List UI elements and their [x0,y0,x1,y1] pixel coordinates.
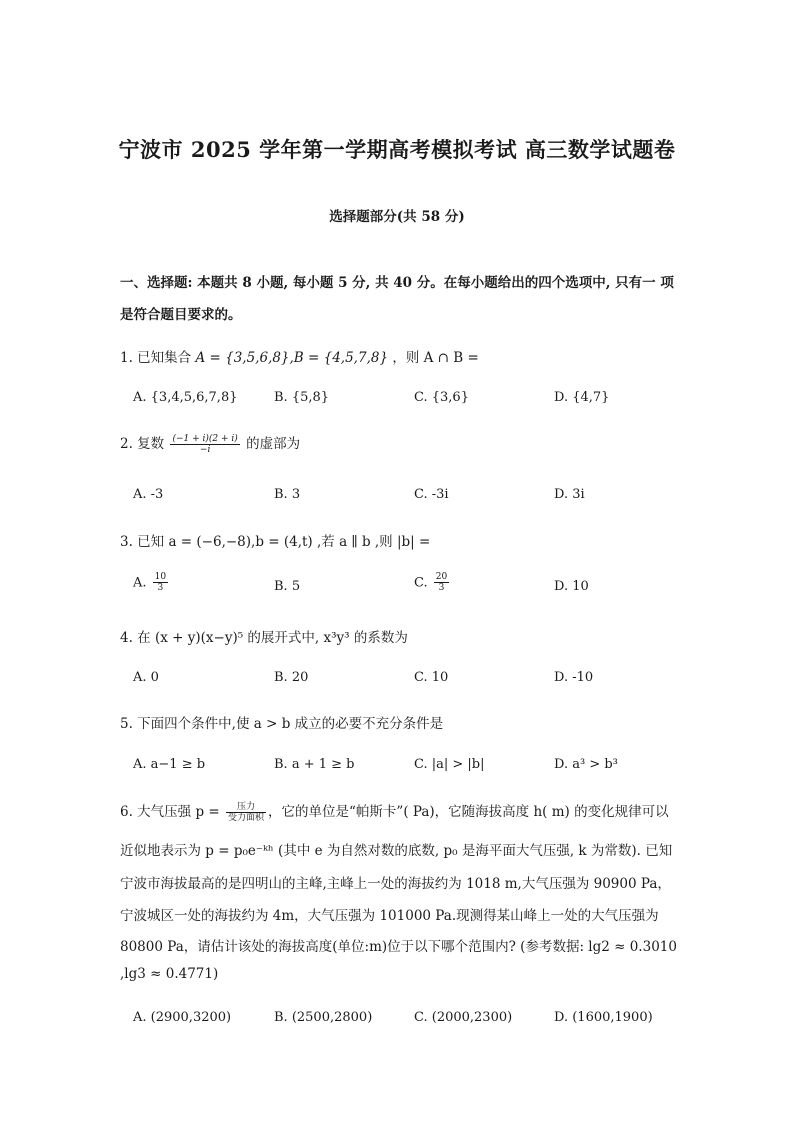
question-3: 3. 已知 a = (−6,−8),b = (4,t) ,若 a ∥ b ,则 |b| = [120,534,431,550]
q6-frac-denominator: 受力面积 [228,813,265,823]
q2-suffix: 的虚部为 [241,436,301,452]
q3-option-c-fraction [434,572,449,594]
q1-suffix: ，则 A ∩ B = [388,350,479,366]
q2-option-a: A. -3 [133,487,164,502]
q1-option-d: D. {4,7} [554,390,610,405]
q3-option-b: B. 5 [274,579,301,594]
q3-a-denominator: 3 [157,583,164,594]
q3-option-a [133,572,170,594]
q1-option-b: B. {5,8} [274,390,330,405]
question-6-line6: ,lg3 ≈ 0.4771) [120,966,219,982]
q6-prefix: 6. 大气压强 p = [120,804,224,820]
q3-c-numerator: 20 [435,572,448,582]
q2-option-d: D. 3i [554,487,585,502]
question-6-line5: 80800 Pa，请估计该处的海拔高度(单位:m)位于以下哪个范围内? (参考数据: lg2 ≈ 0.3010 [120,939,677,955]
q4-option-d: D. -10 [554,670,594,685]
q6-option-b: B. (2500,2800) [274,1010,373,1025]
q5-option-c: C. |a| > |b| [414,757,485,772]
q2-frac-numerator: (−1 + i)(2 + i) [172,433,238,444]
q3-option-d: D. 10 [554,579,589,594]
q3-option-c-label: C. [414,575,432,591]
q1-option-a: A. {3,4,5,6,7,8} [133,390,238,405]
question-6-line4: 宁波城区一处的海拔约为 4m，大气压强为 101000 Pa.现测得某山峰上一处的大气压强为 [120,908,659,924]
page-title: 宁波市 2025 学年第一学期高考模拟考试 高三数学试题卷 [118,137,676,162]
q4-option-a: A. 0 [133,670,159,685]
question-6-line1 [120,800,669,823]
q6-option-a: A. (2900,3200) [133,1010,232,1025]
q1-prefix: 1. 已知集合 [120,350,196,366]
q2-option-c: C. -3i [414,487,449,502]
q6-frac-numerator: 压力 [226,802,266,813]
q2-frac-denominator: −i [199,445,211,455]
q3-option-c [414,572,451,594]
q2-option-b: B. 3 [274,487,301,502]
q1-option-c: C. {3,6} [414,390,469,405]
q3-option-a-label: A. [133,575,151,591]
q3-option-a-fraction [153,572,168,594]
q2-prefix: 2. 复数 [120,436,169,452]
q6-line1-suffix: ，它的单位是“帕斯卡”( Pa)，它随海拔高度 h( m) 的变化规律可以 [268,804,669,820]
q6-option-d: D. (1600,1900) [554,1010,653,1025]
q6-option-c: C. (2000,2300) [414,1010,513,1025]
q4-option-c: C. 10 [414,670,449,685]
question-5: 5. 下面四个条件中,使 a > b 成立的必要不充分条件是 [120,716,444,732]
q3-a-numerator: 10 [154,572,167,582]
question-2 [120,432,300,455]
q1-expr: A = {3,5,6,8},B = {4,5,7,8} [195,350,389,366]
section-subtitle: 选择题部分(共 58 分) [329,209,465,225]
q6-fraction [226,802,266,824]
question-6-line3: 宁波市海拔最高的是四明山的主峰,主峰上一处的海拔约为 1018 m,大气压强为 90900 Pa， [120,876,671,892]
question-4: 4. 在 (x + y)(x−y)⁵ 的展开式中, x³y³ 的系数为 [120,630,408,646]
q2-fraction [170,434,239,456]
question-1 [120,346,479,366]
q4-option-b: B. 20 [274,670,309,685]
q3-c-denominator: 3 [438,583,445,594]
section-instruction-line2: 是符合题目要求的。 [120,307,242,323]
q5-option-d: D. a³ > b³ [554,757,618,772]
q5-option-b: B. a + 1 ≥ b [274,757,355,772]
question-6-line2: 近似地表示为 p = p₀e⁻ᵏʰ (其中 e 为自然对数的底数, p₀ 是海平面大气压强, k 为常数). 已知 [120,843,673,859]
q5-option-a: A. a−1 ≥ b [133,757,206,772]
section-instruction-line1: 一、选择题: 本题共 8 小题, 每小题 5 分, 共 40 分。在每小题给出的四个选项中, 只有一 项 [120,275,674,291]
